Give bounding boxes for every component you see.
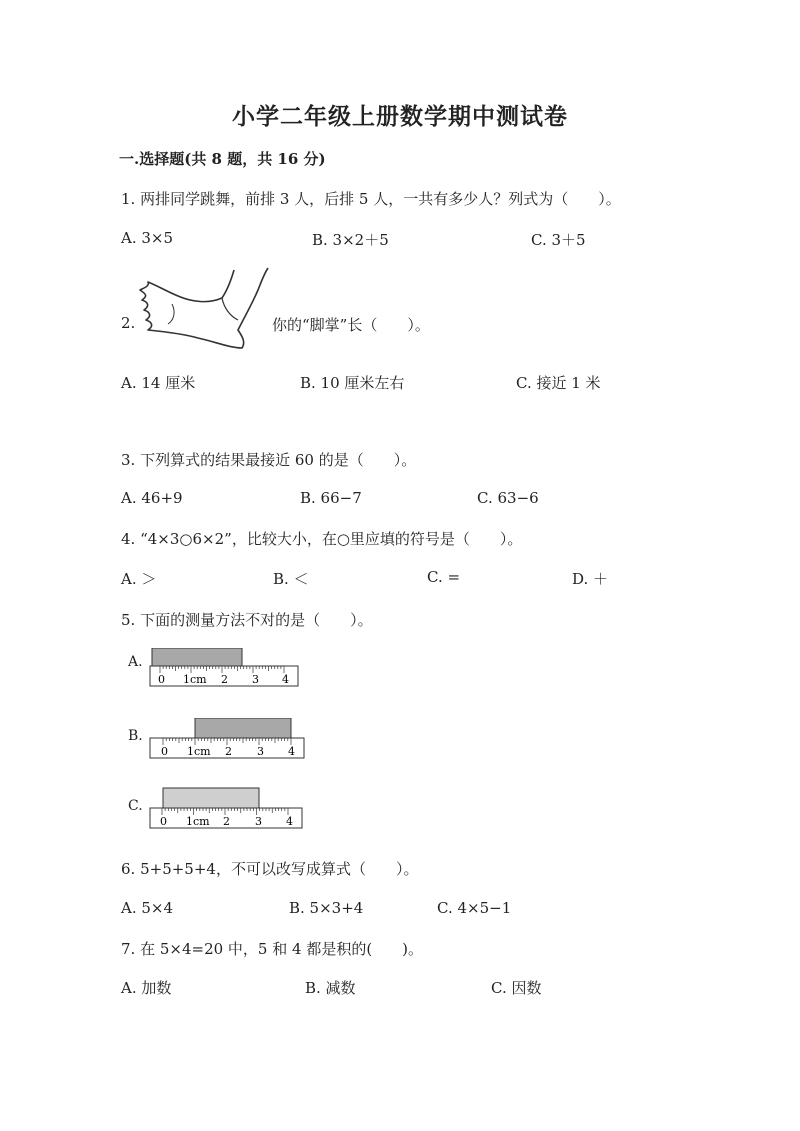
ruler-b-label: B. xyxy=(128,728,143,744)
q6-option-c: C. 4×5−1 xyxy=(437,899,512,917)
ruler-option-c xyxy=(128,786,318,830)
tick-label: 0 xyxy=(161,745,168,758)
ruler-a-label: A. xyxy=(128,654,143,670)
q1-option-a: A. 3×5 xyxy=(121,229,174,247)
tick-label: 2 xyxy=(221,673,228,686)
tick-label: 4 xyxy=(288,745,295,758)
tick-label: 4 xyxy=(282,673,289,686)
tick-label: 3 xyxy=(255,815,262,828)
tick-label: 2 xyxy=(223,815,230,828)
q4-option-a: A. ＞ xyxy=(121,570,157,588)
question-2-number: 2. xyxy=(121,314,136,332)
tick-label: 1cm xyxy=(187,745,211,758)
tick-label: 3 xyxy=(257,745,264,758)
q4-option-b: B. ＜ xyxy=(273,570,309,588)
q2-option-c: C. 接近 1 米 xyxy=(516,374,601,392)
tick-label: 4 xyxy=(286,815,293,828)
tick-label: 3 xyxy=(252,673,259,686)
ruler-option-a xyxy=(128,648,318,692)
measured-bar xyxy=(195,718,291,738)
q7-option-c: C. 因数 xyxy=(491,979,542,997)
q3-option-a: A. 46+9 xyxy=(121,489,183,507)
q6-option-a: A. 5×4 xyxy=(121,899,174,917)
q7-option-b: B. 减数 xyxy=(305,979,356,997)
tick-label: 1cm xyxy=(183,673,207,686)
q1-option-b: B. 3×2＋5 xyxy=(312,231,389,249)
measured-bar xyxy=(163,788,259,808)
q4-option-d: D. ＋ xyxy=(572,570,609,588)
q2-option-a: A. 14 厘米 xyxy=(121,374,196,392)
question-5: 5. 下面的测量方法不对的是（ ）。 xyxy=(121,611,373,629)
q7-option-a: A. 加数 xyxy=(121,979,172,997)
q3-option-b: B. 66−7 xyxy=(300,489,362,507)
q2-option-b: B. 10 厘米左右 xyxy=(300,374,405,392)
q1-option-c: C. 3＋5 xyxy=(531,231,586,249)
question-7: 7. 在 5×4=20 中，5 和 4 都是积的( )。 xyxy=(121,940,424,958)
question-1: 1. 两排同学跳舞，前排 3 人，后排 5 人，一共有多少人？列式为（ ）。 xyxy=(121,190,621,208)
question-3: 3. 下列算式的结果最接近 60 的是（ ）。 xyxy=(121,451,417,469)
q3-option-c: C. 63−6 xyxy=(477,489,539,507)
ruler-option-b xyxy=(128,718,318,762)
q6-option-b: B. 5×3+4 xyxy=(289,899,364,917)
tick-label: 0 xyxy=(160,815,167,828)
question-6: 6. 5+5+5+4，不可以改写成算式（ ）。 xyxy=(121,860,419,878)
q4-option-c: C. = xyxy=(427,568,461,586)
question-2: 你的“脚掌”长（ ）。 xyxy=(272,316,430,334)
tick-label: 0 xyxy=(158,673,165,686)
ruler-c-label: C. xyxy=(128,798,143,814)
measured-bar xyxy=(152,648,242,666)
tick-label: 1cm xyxy=(186,815,210,828)
section-heading: 一.选择题(共 8 题，共 16 分) xyxy=(119,150,326,168)
page-title: 小学二年级上册数学期中测试卷 xyxy=(232,103,568,130)
foot-illustration xyxy=(138,264,270,352)
tick-label: 2 xyxy=(225,745,232,758)
question-4: 4. “4×3○6×2”，比较大小，在○里应填的符号是（ ）。 xyxy=(121,530,523,548)
